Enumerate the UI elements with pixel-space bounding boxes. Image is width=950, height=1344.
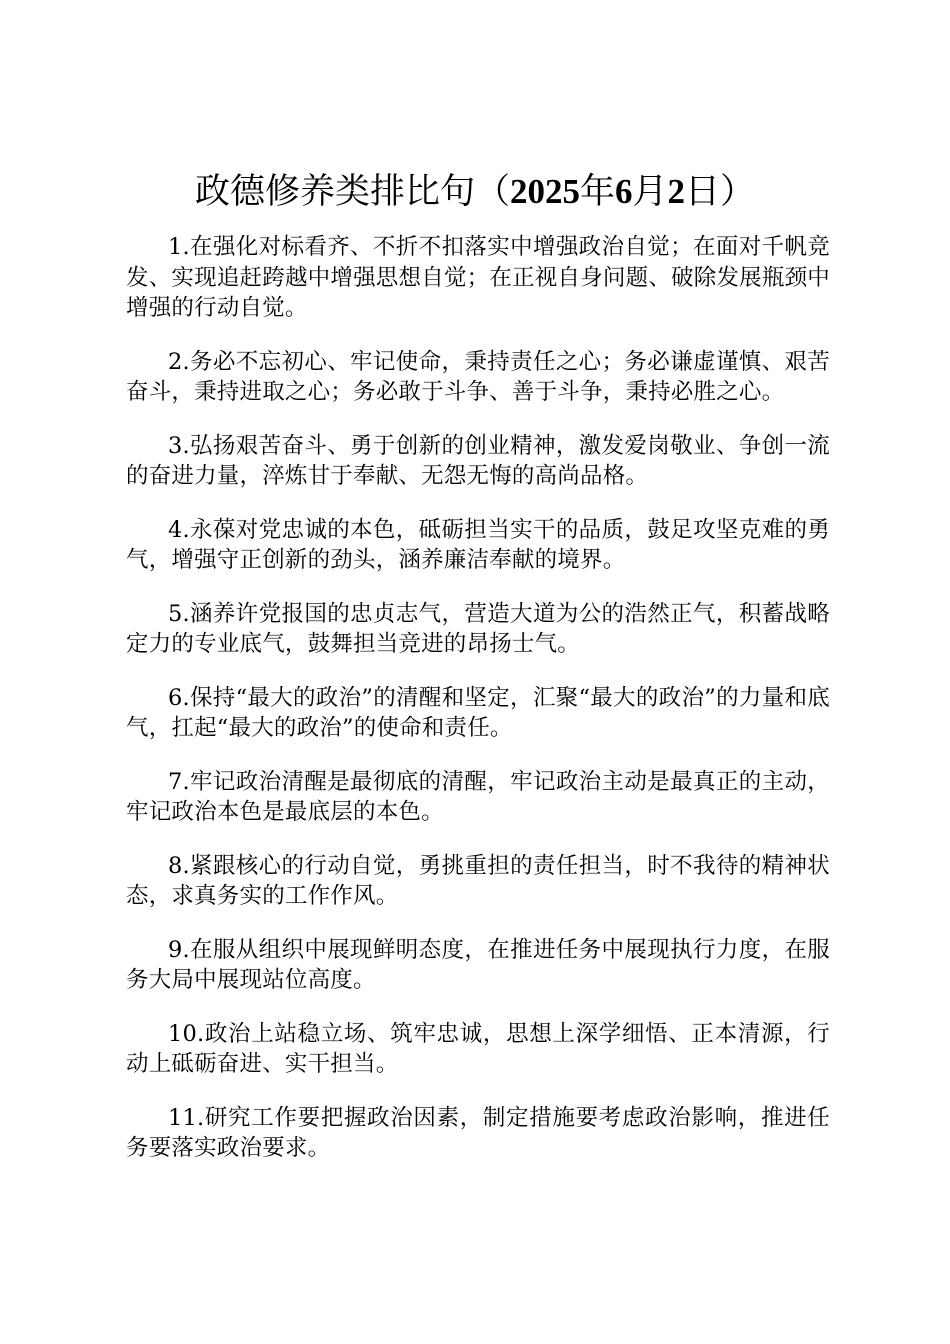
paragraph-5: 5.涵养许党报国的忠贞志气，营造大道为公的浩然正气，积蓄战略定力的专业底气，鼓舞担当竞进的昂扬士气。	[126, 600, 830, 657]
document-title	[0, 168, 950, 216]
title-month-unit: 月	[632, 172, 668, 212]
document-body	[126, 232, 830, 1187]
paragraph-9: 9.在服从组织中展现鲜明态度，在推进任务中展现执行力度，在服务大局中展现站位高度。	[126, 936, 830, 993]
paragraph-8: 8.紧跟核心的行动自觉，勇挑重担的责任担当，时不我待的精神状态，求真务实的工作作风。	[126, 852, 830, 909]
paragraph-2: 2.务必不忘初心、牢记使命，秉持责任之心；务必谦虚谨慎、艰苦奋斗，秉持进取之心；务必敢于斗争、善于斗争，秉持必胜之心。	[126, 348, 830, 405]
title-year-unit: 年	[579, 172, 615, 212]
paragraph-1: 1.在强化对标看齐、不折不扣落实中增强政治自觉；在面对千帆竞发、实现追赶跨越中增强思想自觉；在正视自身问题、破除发展瓶颈中增强的行动自觉。	[126, 234, 830, 321]
paragraph-4: 4.永葆对党忠诚的本色，砥砺担当实干的品质，鼓足攻坚克难的勇气，增强守正创新的劲头，涵养廉洁奉献的境界。	[126, 516, 830, 573]
title-day: 2	[667, 172, 686, 211]
paragraph-7: 7.牢记政治清醒是最彻底的清醒，牢记政治主动是最真正的主动，牢记政治本色是最底层的本色。	[126, 768, 830, 825]
paragraph-11: 11.研究工作要把握政治因素，制定措施要考虑政治影响，推进任务要落实政治要求。	[126, 1104, 830, 1161]
paragraph-6: 6.保持“最大的政治”的清醒和坚定，汇聚“最大的政治”的力量和底气，扛起“最大的政治”的使命和责任。	[126, 684, 830, 741]
title-day-unit: 日）	[685, 172, 756, 212]
paragraph-3: 3.弘扬艰苦奋斗、勇于创新的创业精神，激发爱岗敬业、争创一流的奋进力量，淬炼甘于奉献、无怨无悔的高尚品格。	[126, 432, 830, 489]
title-month: 6	[615, 172, 633, 211]
paragraph-10: 10.政治上站稳立场、筑牢忠诚，思想上深学细悟、正本清源，行动上砥砺奋进、实干担当。	[126, 1020, 830, 1077]
title-year: 2025	[509, 172, 580, 211]
title-prefix: 政德修养类排比句（	[194, 172, 510, 212]
